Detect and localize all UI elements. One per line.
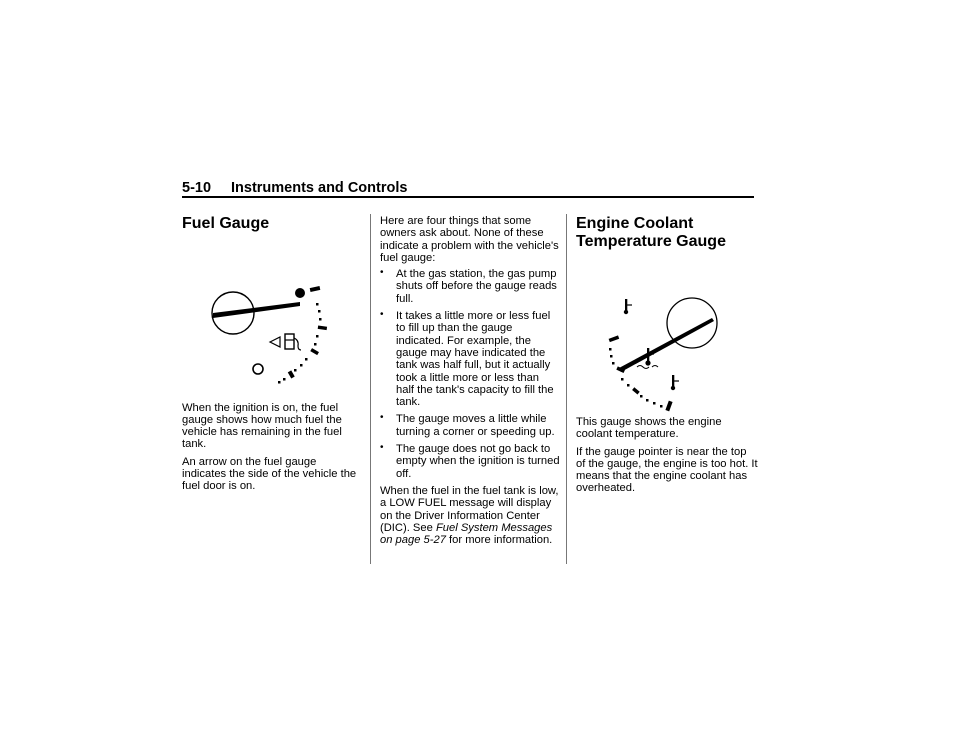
page-number: 5-10	[182, 180, 212, 196]
bullet-icon: •	[380, 267, 384, 279]
fuel-gauge-heading: Fuel Gauge	[182, 215, 270, 232]
bullet-icon: •	[380, 309, 384, 321]
list-item: • It takes a little more or less fuel to fill up than the gauge indicated. For example, the gauge may have indicated the tank was half full, but it actually took a little more or less than half the tank's capacity to fill the tank.	[380, 309, 554, 409]
coolant-gauge-heading: Engine Coolant Temperature Gauge	[576, 215, 726, 250]
list-item: • The gauge moves a little while turning a corner or speeding up.	[380, 412, 555, 438]
fuel-gauge-continued	[380, 215, 560, 546]
header-rule	[182, 196, 754, 198]
list-item: • At the gas station, the gas pump shuts off before the gauge reads full.	[380, 267, 557, 305]
list-item: • The gauge does not go back to empty when the ignition is turned off.	[380, 442, 560, 480]
coolant-gauge-paragraph: This gauge shows the engine coolant temperature.	[576, 416, 722, 441]
column-divider	[566, 214, 567, 564]
intro-paragraph: Here are four things that some owners ask about. None of these indicate a problem with the vehicle's fuel gauge:	[380, 215, 559, 264]
coolant-gauge-paragraph: If the gauge pointer is near the top of the gauge, the engine is too hot. It means that the engine coolant has overheated.	[576, 445, 758, 495]
fuel-gauge-paragraph: When the ignition is on, the fuel gauge shows how much fuel the vehicle has remaining in the fuel tank.	[182, 401, 342, 451]
section-title: Instruments and Controls	[231, 180, 408, 196]
column-divider	[370, 214, 371, 564]
bullet-icon: •	[380, 442, 384, 454]
fuel-gauge-section	[182, 215, 360, 493]
coolant-gauge-illustration	[576, 254, 758, 414]
fuel-system-messages-link[interactable]: Fuel System Messages on page 5-27	[380, 521, 553, 547]
coolant-gauge-section	[576, 215, 758, 495]
bullet-icon: •	[380, 412, 384, 424]
bullet-list	[380, 268, 560, 480]
low-fuel-paragraph: When the fuel in the fuel tank is low, a LOW FUEL message will display on the Driver Information Center (DIC). See Fuel System Messages on page 5-27 for more information.	[380, 484, 559, 547]
fuel-gauge-illustration	[182, 239, 360, 399]
fuel-gauge-paragraph: An arrow on the fuel gauge indicates the side of the vehicle the fuel door is on.	[182, 455, 357, 493]
